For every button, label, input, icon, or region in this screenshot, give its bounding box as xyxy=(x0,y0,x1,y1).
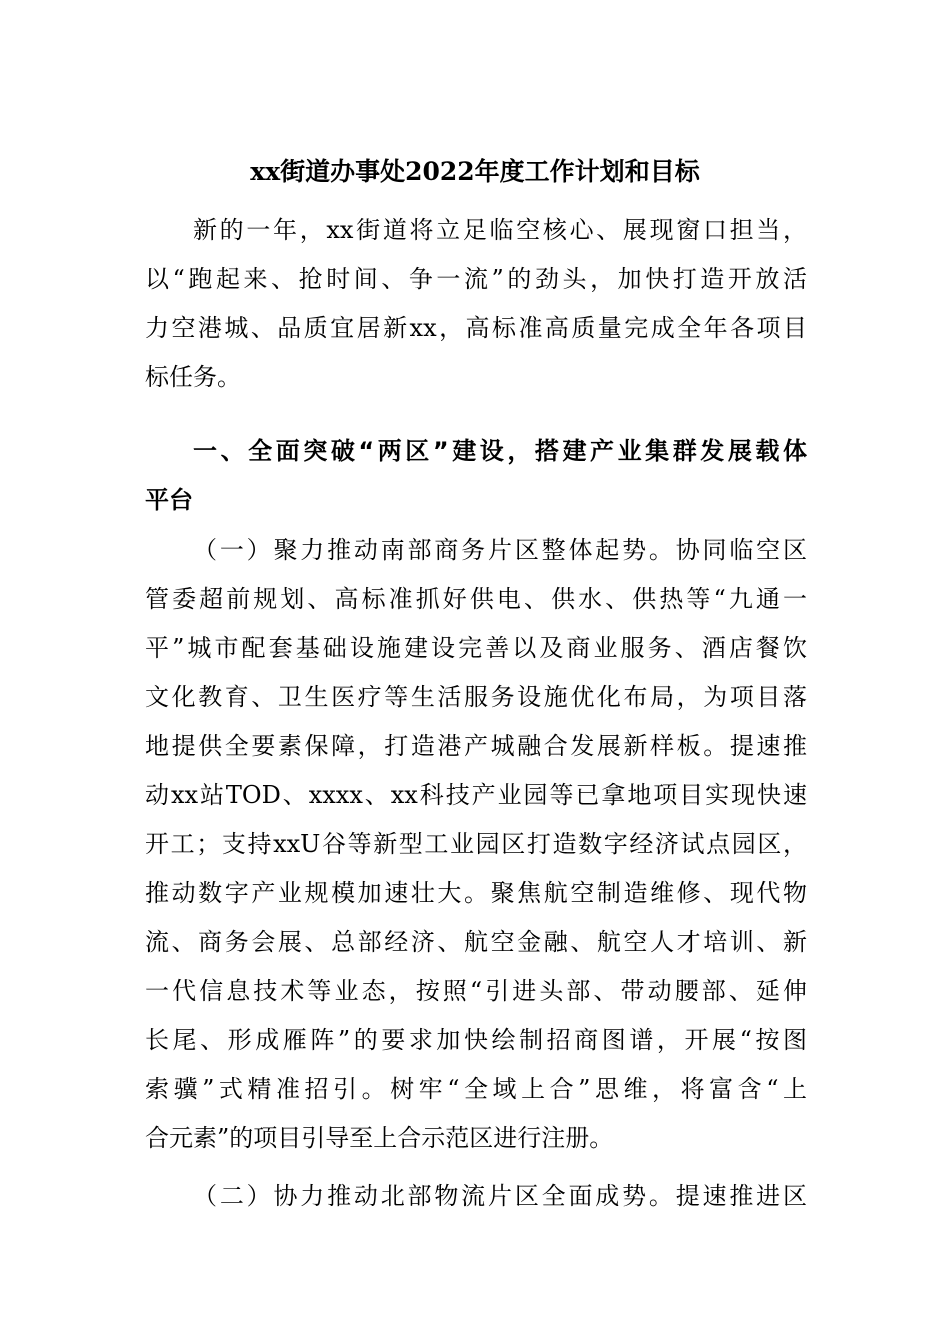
paragraph-line: （一）聚力推动南部商务片区整体起势。协同临空区 xyxy=(193,536,807,564)
section-heading-line: 平台 xyxy=(145,486,193,514)
paragraph-line: 地提供全要素保障，打造港产城融合发展新样板。提速推 xyxy=(145,732,807,760)
paragraph-line: 长尾、形成雁阵”的要求加快绘制招商图谱，开展“按图 xyxy=(145,1026,807,1054)
paragraph-one xyxy=(145,526,807,1163)
paragraph-line: 动xx站TOD、xxxx、xx科技产业园等已拿地项目实现快速 xyxy=(145,781,807,809)
paragraph-line: 推动数字产业规模加速壮大。聚焦航空制造维修、现代物 xyxy=(145,879,807,907)
document-title: xx街道办事处2022年度工作计划和目标 xyxy=(250,157,700,186)
paragraph-line: 合元素”的项目引导至上合示范区进行注册。 xyxy=(145,1124,614,1152)
paragraph-two xyxy=(145,1172,807,1221)
intro-line: 以“跑起来、抢时间、争一流”的劲头，加快打造开放活 xyxy=(145,265,807,293)
paragraph-line: （二）协力推动北部物流片区全面成势。提速推进区 xyxy=(193,1182,807,1210)
paragraph-line: 一代信息技术等业态，按照“引进头部、带动腰部、延伸 xyxy=(145,977,807,1005)
intro-line: 力空港城、品质宜居新xx，高标准高质量完成全年各项目 xyxy=(145,314,807,342)
section-heading xyxy=(145,427,807,525)
intro-line: 新的一年，xx街道将立足临空核心、展现窗口担当， xyxy=(193,216,807,244)
paragraph-line: 索骥”式精准招引。树牢“全域上合”思维，将富含“上 xyxy=(145,1075,807,1103)
intro-line: 标任务。 xyxy=(145,363,241,391)
paragraph-line: 管委超前规划、高标准抓好供电、供水、供热等“九通一 xyxy=(145,585,807,613)
intro-paragraph xyxy=(145,206,807,402)
section-heading-line: 一、全面突破“两区”建设，搭建产业集群发展载体 xyxy=(193,437,807,465)
paragraph-line: 平”城市配套基础设施建设完善以及商业服务、酒店餐饮 xyxy=(145,634,807,662)
paragraph-line: 开工；支持xxU谷等新型工业园区打造数字经济试点园区， xyxy=(145,830,807,858)
paragraph-line: 文化教育、卫生医疗等生活服务设施优化布局，为项目落 xyxy=(145,683,807,711)
paragraph-line: 流、商务会展、总部经济、航空金融、航空人才培训、新 xyxy=(145,928,807,956)
